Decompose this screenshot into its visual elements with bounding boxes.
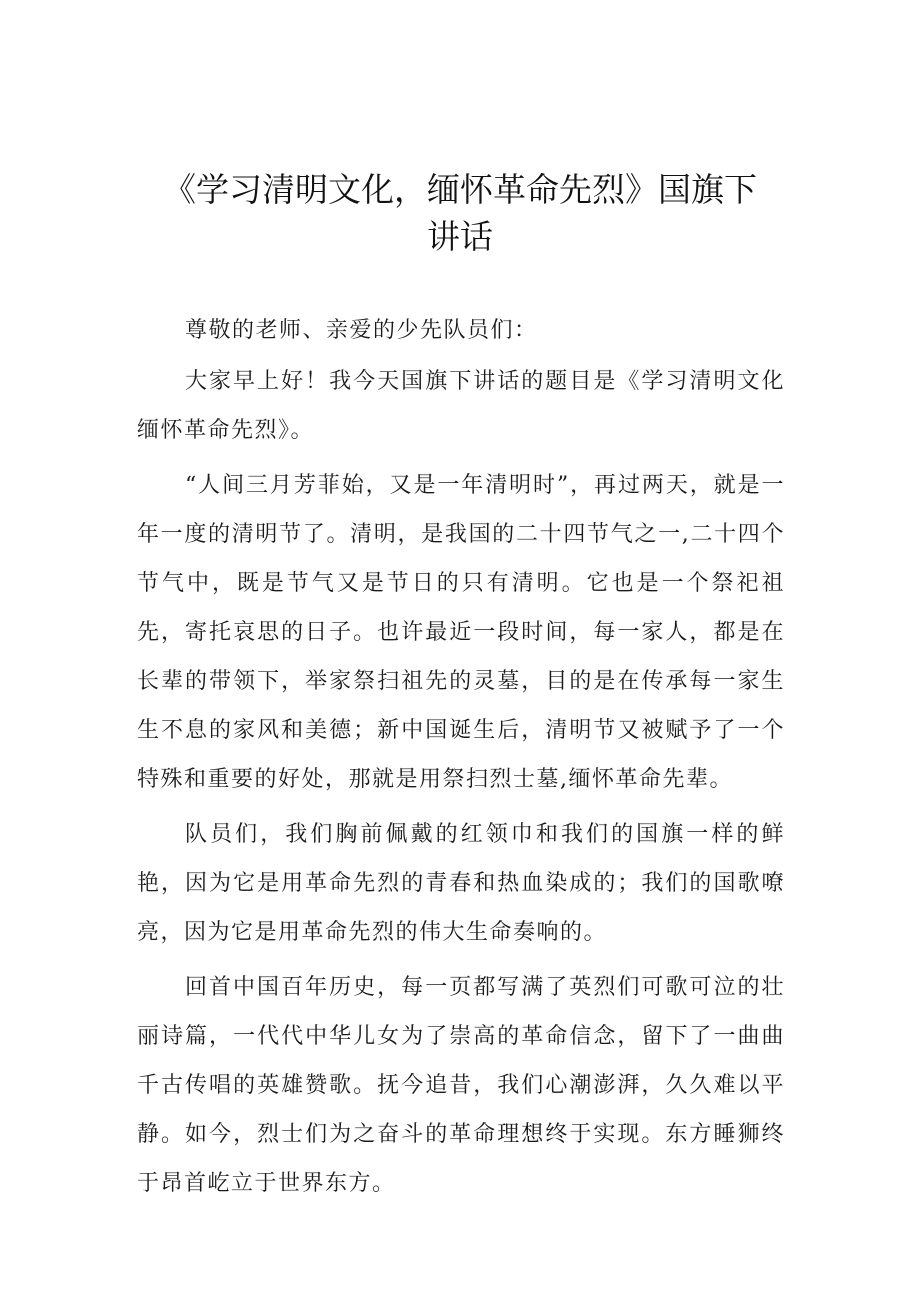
document-title [130,166,790,260]
title-line-1: 《学习清明文化，缅怀革命先烈》国旗下 [163,170,757,209]
paragraph-history: 回首中国百年历史，每一页都写满了英烈们可歌可泣的壮丽诗篇，一代代中华儿女为了崇高的革命信念，留下了一曲曲千古传唱的英雄赞歌。抚今追昔，我们心潮澎湃，久久难以平静。如今，烈士们为之奋斗的革命理想终于实现。东方睡狮终于昂首屹立于世界东方。 [137,975,785,1196]
paragraph-opening: 大家早上好！我今天国旗下讲话的题目是《学习清明文化缅怀革命先烈》。 [137,369,785,443]
paragraph-qingming: “人间三月芳菲始，又是一年清明时”，再过两天，就是一年一度的清明节了。清明，是我国的二十四节气之一,二十四个节气中，既是节气又是节日的只有清明。它也是一个祭祀祖先，寄托哀思的日子。也许最近一段时间，每一家人，都是在长辈的带领下，举家祭扫祖先的灵墓，目的是在传承每一家生生不息的家风和美德；新中国诞生后，清明节又被赋予了一个特殊和重要的好处，那就是用祭扫烈士墓,缅怀革命先辈。 [137,473,785,792]
paragraph-red-scarf: 队员们，我们胸前佩戴的红领巾和我们的国旗一样的鲜艳，因为它是用革命先烈的青春和热血染成的；我们的国歌嘹亮，因为它是用革命先烈的伟大生命奏响的。 [137,822,785,945]
paragraph-greeting: 尊敬的老师、亲爱的少先队员们： [185,318,538,343]
document-body [137,306,785,1214]
title-line-2: 讲话 [427,217,493,256]
